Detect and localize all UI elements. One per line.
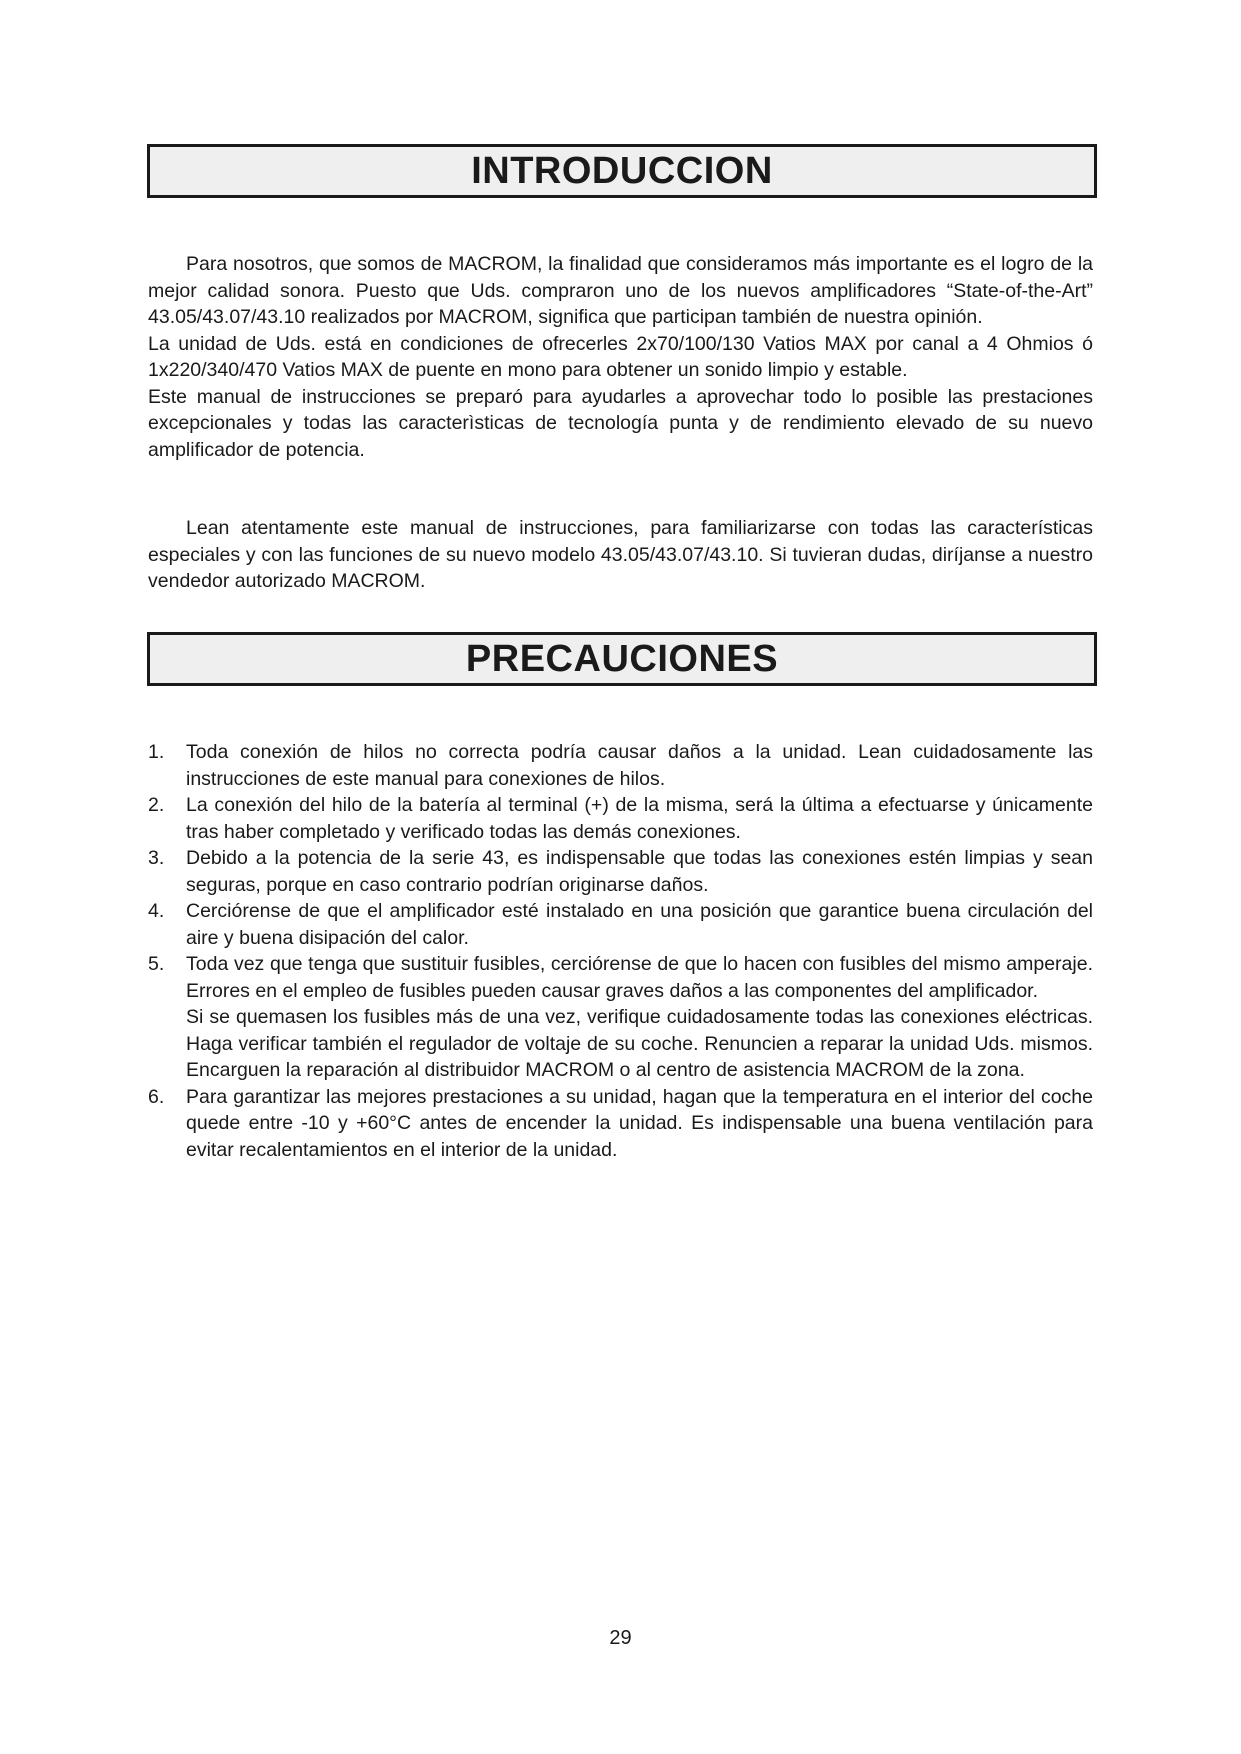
precaution-number: 2. bbox=[148, 794, 165, 816]
precaution-text: Debido a la potencia de la serie 43, es indispensable que todas las conexiones estén limpias y sean seguras, porque en caso contrario podrían originarse daños. bbox=[186, 847, 1093, 896]
precaution-text: La conexión del hilo de la batería al terminal (+) de la misma, será la última a efectuarse y únicamente tras haber completado y verificado todas las demás conexiones. bbox=[186, 794, 1093, 843]
precaution-number: 4. bbox=[148, 900, 165, 922]
precaution-item-5 bbox=[148, 951, 1093, 1084]
precaution-item-4 bbox=[148, 898, 1093, 951]
introduction-heading: INTRODUCCION bbox=[471, 149, 773, 192]
page-number: 29 bbox=[609, 1627, 632, 1649]
precaution-number: 5. bbox=[148, 953, 165, 975]
introduction-paragraph-1b: La unidad de Uds. está en condiciones de ofrecerles 2x70/100/130 Vatios MAX por canal a 4 Ohmios ó 1x220/340/470 Vatios MAX de puente en mono para obtener un sonido limpio y estable. bbox=[148, 332, 1093, 381]
precaution-item-3 bbox=[148, 845, 1093, 898]
precaution-item-6 bbox=[148, 1084, 1093, 1164]
introduction-heading-box bbox=[147, 144, 1097, 198]
precaution-text: Toda vez que tenga que sustituir fusibles, cerciórense de que lo hacen con fusibles del mismo amperaje. Errores en el empleo de fusibles pueden causar graves daños a las componentes del amplificador. bbox=[186, 953, 1093, 1002]
precaution-item-2 bbox=[148, 792, 1093, 845]
precaution-item-1 bbox=[148, 739, 1093, 792]
precautions-heading-box bbox=[147, 632, 1097, 686]
introduction-body bbox=[148, 251, 1093, 463]
precaution-number: 1. bbox=[148, 741, 165, 763]
precaution-text: Cerciórense de que el amplificador esté instalado en una posición que garantice buena circulación del aire y buena disipación del calor. bbox=[186, 900, 1093, 949]
precaution-text: Toda conexión de hilos no correcta podría causar daños a la unidad. Lean cuidadosamente las instrucciones de este manual para conexiones de hilos. bbox=[186, 741, 1093, 790]
precaution-extra-text: Si se quemasen los fusibles más de una vez, verifique cuidadosamente todas las conexiones eléctricas. Haga verificar también el regulador de voltaje de su coche. Renuncien a reparar la unidad Uds. mismos. Encarguen la reparación al distribuidor MACROM o al centro de asistencia MACROM de la zona. bbox=[186, 1006, 1093, 1081]
precaution-number: 3. bbox=[148, 847, 165, 869]
precaution-number: 6. bbox=[148, 1085, 165, 1108]
introduction-paragraph-2: Lean atentamente este manual de instrucciones, para familiarizarse con todas las características especiales y con las funciones de su nuevo modelo 43.05/43.07/43.10. Si tuvieran dudas, diríjanse a nuestro vendedor autorizado MACROM. bbox=[148, 517, 1093, 592]
precautions-heading: PRECAUCIONES bbox=[465, 637, 779, 680]
introduction-paragraph-1c: Este manual de instrucciones se preparó para ayudarles a aprovechar todo lo posible las prestaciones excepcionales y todas las caracterìsticas de tecnología punta y de rendimiento elevado de su nuevo amplificador de potencia. bbox=[148, 385, 1093, 461]
introduction-paragraph-1a: Para nosotros, que somos de MACROM, la finalidad que consideramos más importante es el logro de la mejor calidad sonora. Puesto que Uds. compraron uno de los nuevos amplificadores “State-of-the-Art” 43.05/43.07/43.10 realizados por MACROM, significa que participan también de nuestra opinión. bbox=[148, 253, 1093, 328]
introduction-body-2 bbox=[148, 515, 1093, 595]
precautions-list bbox=[148, 739, 1093, 1163]
precaution-text: Para garantizar las mejores prestaciones a su unidad, hagan que la temperatura en el interior del coche quede entre -10 y +60°C antes de encender la unidad. Es indispensable una buena ventilación para evitar recalentamientos en el interior de la unidad. bbox=[186, 1085, 1093, 1161]
